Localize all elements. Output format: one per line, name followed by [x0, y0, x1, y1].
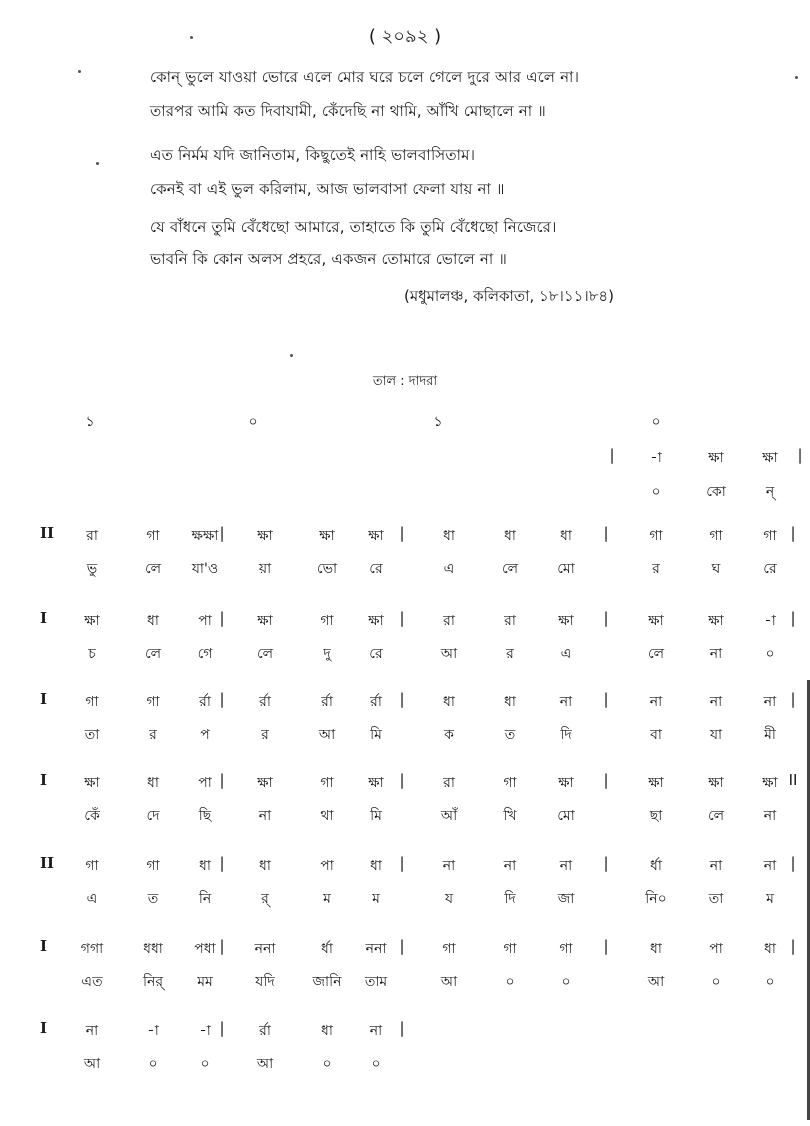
lyric-syllable: ০	[711, 974, 721, 990]
measure-bar: |	[790, 524, 796, 542]
lyric-syllable: ত	[147, 891, 159, 907]
lyric-syllable: ০	[765, 646, 775, 662]
lyric-syllable: মি	[370, 727, 382, 743]
lyric-syllable: আ	[440, 646, 458, 662]
swara-note: গা	[709, 528, 723, 544]
swara-note: গা	[503, 941, 517, 957]
lyric-syllable: চ	[88, 646, 96, 662]
swara-note: ক্ষা	[648, 613, 664, 629]
lyric-syllable: যা	[709, 727, 723, 743]
lyric-syllable: কো	[706, 484, 726, 500]
lyric-syllable: তা	[708, 891, 724, 907]
swara-note: রা	[86, 528, 98, 544]
swara-note: ধা	[147, 613, 159, 629]
swara-note: র্ধা	[650, 858, 662, 874]
lyric-syllable: দে	[146, 808, 160, 824]
swara-note: ক্ষা	[84, 613, 100, 629]
swara-note: ক্ষা	[708, 613, 724, 629]
swara-note: গা	[320, 775, 334, 791]
swara-note: গা	[649, 528, 663, 544]
swara-note: পধা	[194, 941, 216, 957]
lyric-syllable: র	[261, 727, 269, 743]
lyric-line: কেনই বা এই ভুল করিলাম, আজ ভালবাসা ফেলা যায় না ॥	[150, 180, 505, 198]
lyric-syllable: এ	[86, 891, 98, 907]
lyric-syllable: থা	[320, 808, 334, 824]
measure-bar: |	[603, 690, 609, 708]
lyric-syllable: গে	[197, 646, 213, 662]
measure-bar: |	[790, 854, 796, 872]
row-start-mark: I	[40, 1019, 48, 1037]
lyric-syllable: য়া	[258, 561, 272, 577]
swara-note: ননা	[254, 941, 276, 957]
lyric-syllable: ০	[561, 974, 571, 990]
measure-bar: |	[399, 690, 405, 708]
swara-note: রা	[443, 775, 455, 791]
measure-bar: |	[219, 937, 225, 955]
lyric-syllable: ০	[651, 484, 661, 500]
swara-note: ধা	[560, 528, 572, 544]
lyric-syllable: তাম	[364, 974, 388, 990]
swara-note: গা	[85, 858, 99, 874]
swara-note: গা	[146, 858, 160, 874]
swara-note: র্রা	[259, 694, 271, 710]
measure-bar: |	[790, 609, 796, 627]
lyric-syllable: তা	[84, 727, 100, 743]
swara-note: গা	[559, 941, 573, 957]
swara-note: র্ধা	[321, 941, 333, 957]
swara-note: ক্ষা	[648, 775, 664, 791]
lyric-syllable: র	[149, 727, 157, 743]
lyric-syllable: ছি	[198, 808, 212, 824]
lyric-syllable: ম	[766, 891, 774, 907]
measure-bar: |	[609, 446, 615, 464]
lyric-line: ভাবনি কি কোন অলস প্রহরে, একজন তোমারে ভোলে না ॥	[150, 250, 508, 268]
lyric-syllable: লে	[707, 808, 725, 824]
lyric-syllable: দি	[504, 891, 516, 907]
scan-speck	[290, 354, 293, 357]
source-citation: (মধুমালঞ্চ, কলিকাতা, ১৮।১১।৮৪)	[404, 287, 615, 305]
swara-note: ধা	[504, 694, 516, 710]
swara-note: না	[369, 1023, 383, 1039]
row-start-mark: I	[40, 771, 48, 789]
swara-note: ধা	[764, 941, 776, 957]
lyric-syllable: ০	[148, 1056, 158, 1072]
swara-note: র্রা	[199, 694, 211, 710]
scan-speck	[96, 162, 99, 165]
scan-speck	[795, 76, 798, 79]
beat-marker: ১	[85, 414, 95, 430]
swara-note: ক্ষা	[257, 528, 273, 544]
swara-note: ক্ষা	[558, 613, 574, 629]
lyric-syllable: আ	[256, 1056, 274, 1072]
measure-bar: |	[603, 937, 609, 955]
row-start-mark: I	[40, 690, 48, 708]
swara-note: গগা	[80, 941, 104, 957]
lyric-syllable: নি	[198, 891, 212, 907]
swara-note: র্রা	[259, 1023, 271, 1039]
swara-note: গা	[320, 613, 334, 629]
lyric-syllable: ০	[505, 974, 515, 990]
swara-note: ক্ষা	[84, 775, 100, 791]
lyric-syllable: এ	[443, 561, 455, 577]
swara-note: -া	[764, 613, 776, 629]
swara-note: ধা	[443, 694, 455, 710]
lyric-syllable: আ	[83, 1056, 101, 1072]
lyric-syllable: জানি	[312, 974, 342, 990]
swara-note: ধা	[199, 858, 211, 874]
lyric-line: এত নির্মম যদি জানিতাম, কিছুতেই নাহি ভালবাসিতাম।	[150, 146, 476, 164]
swara-note: না	[85, 1023, 99, 1039]
measure-bar: |	[219, 524, 225, 542]
swara-note: রা	[504, 613, 516, 629]
row-start-mark: II	[40, 524, 55, 542]
measure-bar: |	[219, 771, 225, 789]
lyric-syllable: ০	[322, 1056, 332, 1072]
row-start-mark: II	[40, 854, 55, 872]
measure-bar: |	[399, 524, 405, 542]
swara-note: না	[559, 694, 573, 710]
lyric-syllable: লে	[647, 646, 665, 662]
page-number: ( ২০৯২ )	[368, 26, 442, 47]
swara-note: না	[442, 858, 456, 874]
swara-note: ক্ষা	[762, 775, 778, 791]
lyric-syllable: ভো	[316, 561, 338, 577]
swara-note: গা	[146, 528, 160, 544]
lyric-syllable: র	[506, 646, 514, 662]
measure-bar: |	[399, 937, 405, 955]
swara-note: -া	[650, 450, 662, 466]
swara-note: ধা	[504, 528, 516, 544]
lyric-syllable: ম	[372, 891, 380, 907]
measure-bar: |	[219, 854, 225, 872]
lyric-syllable: য	[444, 891, 454, 907]
row-start-mark: I	[40, 937, 48, 955]
lyric-syllable: কেঁ	[84, 808, 100, 824]
measure-bar: |	[399, 771, 405, 789]
measure-bar: |	[399, 609, 405, 627]
swara-note: না	[649, 694, 663, 710]
swara-note: ধা	[370, 858, 382, 874]
swara-note: ক্ষা	[319, 528, 335, 544]
lyric-syllable: নি০	[645, 891, 667, 907]
lyric-syllable: এত	[81, 974, 103, 990]
swara-note: র্রা	[370, 694, 382, 710]
lyric-syllable: র্	[261, 891, 269, 907]
swara-note: ধা	[443, 528, 455, 544]
scan-speck	[78, 70, 81, 73]
beat-marker: ১	[433, 414, 443, 430]
beat-marker: ০	[651, 414, 661, 430]
lyric-syllable: যদি	[255, 974, 275, 990]
lyric-syllable: ০	[200, 1056, 210, 1072]
swara-note: ক্ষা	[368, 775, 384, 791]
lyric-syllable: ম	[323, 891, 331, 907]
tala-label: তাল : দাদরা	[372, 374, 438, 389]
lyric-syllable: আ	[318, 727, 336, 743]
lyric-syllable: দি	[560, 727, 572, 743]
lyric-syllable: ঘ	[711, 561, 721, 577]
measure-bar: |	[219, 609, 225, 627]
lyric-syllable: ন্	[765, 484, 775, 500]
lyric-syllable: রে	[763, 561, 777, 577]
swara-note: পা	[709, 941, 723, 957]
lyric-syllable: নির্	[142, 974, 164, 990]
measure-bar: |	[790, 690, 796, 708]
swara-note: ক্ষা	[257, 613, 273, 629]
swara-note: -া	[199, 1023, 211, 1039]
measure-bar: |	[603, 771, 609, 789]
lyric-syllable: ছা	[649, 808, 663, 824]
lyric-syllable: যা'ও	[191, 561, 219, 577]
swara-note: ননা	[365, 941, 387, 957]
lyric-syllable: মি	[370, 808, 382, 824]
lyric-syllable: ০	[371, 1056, 381, 1072]
swara-note: পা	[198, 613, 212, 629]
swara-note: ধধা	[143, 941, 163, 957]
lyric-syllable: এ	[560, 646, 572, 662]
swara-note: গা	[442, 941, 456, 957]
swara-note: গা	[763, 528, 777, 544]
beat-marker: ০	[248, 414, 258, 430]
measure-bar: |	[219, 1019, 225, 1037]
swara-note: পা	[198, 775, 212, 791]
measure-bar: |	[603, 524, 609, 542]
swara-note: ধা	[321, 1023, 333, 1039]
lyric-syllable: না	[763, 808, 777, 824]
lyric-syllable: মী	[764, 727, 776, 743]
lyric-syllable: জা	[557, 891, 575, 907]
swara-note: ধা	[259, 858, 271, 874]
lyric-syllable: রে	[369, 561, 383, 577]
measure-bar: |	[797, 446, 803, 464]
lyric-syllable: লে	[501, 561, 519, 577]
swara-note: গা	[146, 694, 160, 710]
lyric-syllable: লে	[144, 646, 162, 662]
lyric-syllable: ভু	[86, 561, 98, 577]
swara-note: গা	[85, 694, 99, 710]
lyric-syllable: না	[709, 646, 723, 662]
lyric-syllable: র	[652, 561, 660, 577]
swara-note: না	[763, 858, 777, 874]
swara-note: -া	[147, 1023, 159, 1039]
lyric-syllable: ক	[444, 727, 454, 743]
swara-note: গা	[503, 775, 517, 791]
measure-bar: |	[399, 854, 405, 872]
row-start-mark: I	[40, 609, 48, 627]
swara-note: পা	[320, 858, 334, 874]
lyric-syllable: আঁ	[440, 808, 458, 824]
swara-note: ক্ষক্ষা	[191, 528, 219, 544]
swara-note: ক্ষা	[762, 450, 778, 466]
swara-note: র্রা	[321, 694, 333, 710]
measure-bar: |	[219, 690, 225, 708]
swara-note: ক্ষা	[368, 528, 384, 544]
scan-speck	[190, 36, 193, 39]
swara-note: ক্ষা	[708, 450, 724, 466]
swara-note: রা	[443, 613, 455, 629]
lyric-syllable: লে	[144, 561, 162, 577]
swara-note: না	[559, 858, 573, 874]
lyric-syllable: মো	[557, 561, 575, 577]
swara-note: না	[503, 858, 517, 874]
swara-note: ক্ষা	[368, 613, 384, 629]
lyric-line: তারপর আমি কত দিবাযামী, কেঁদেছি না থামি, আঁখি মোছালে না ॥	[150, 102, 546, 120]
measure-bar: |	[603, 609, 609, 627]
measure-bar: |	[790, 937, 796, 955]
lyric-line: যে বাঁধনে তুমি বেঁধেছো আমারে, তাহাতে কি তুমি বেঁধেছো নিজেরে।	[150, 218, 557, 236]
lyric-syllable: বা	[650, 727, 662, 743]
swara-note: ধা	[147, 775, 159, 791]
swara-note: ক্ষা	[708, 775, 724, 791]
swara-note: না	[763, 694, 777, 710]
lyric-syllable: মম	[197, 974, 213, 990]
swara-note: ক্ষা	[558, 775, 574, 791]
measure-bar: II	[788, 771, 798, 789]
lyric-syllable: ত	[504, 727, 516, 743]
lyric-syllable: মো	[557, 808, 575, 824]
lyric-syllable: দু	[323, 646, 331, 662]
lyric-syllable: আ	[647, 974, 665, 990]
lyric-syllable: রে	[369, 646, 383, 662]
swara-note: না	[709, 694, 723, 710]
lyric-syllable: লে	[256, 646, 274, 662]
measure-bar: |	[603, 854, 609, 872]
lyric-syllable: আ	[440, 974, 458, 990]
lyric-line: কোন্ ভুলে যাওয়া ভোরে এলে মোর ঘরে চলে গেলে দুরে আর এলে না।	[150, 68, 580, 86]
measure-bar: |	[399, 1019, 405, 1037]
lyric-syllable: খি	[503, 808, 517, 824]
lyric-syllable: না	[258, 808, 272, 824]
lyric-syllable: প	[200, 727, 210, 743]
lyric-syllable: ০	[765, 974, 775, 990]
swara-note: না	[709, 858, 723, 874]
swara-note: ধা	[650, 941, 662, 957]
swara-note: ক্ষা	[257, 775, 273, 791]
